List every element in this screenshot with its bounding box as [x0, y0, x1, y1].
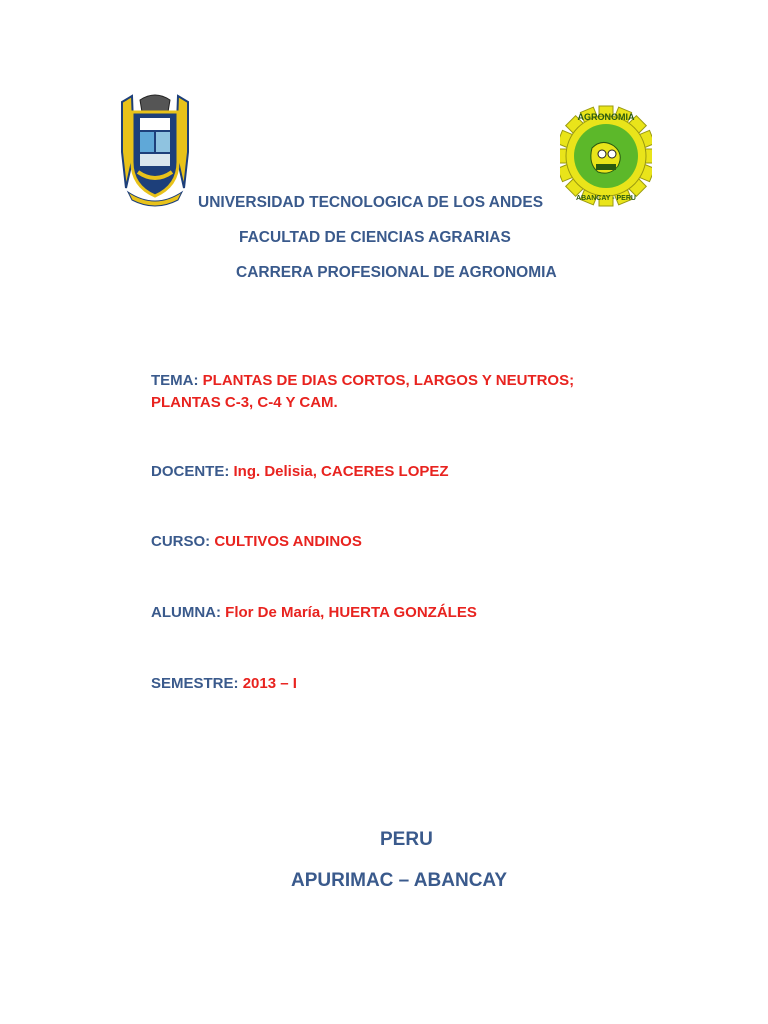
curso-label: CURSO:	[151, 533, 211, 550]
country-label: PERU	[380, 829, 433, 850]
docente-value: Ing. Delisia, CACERES LOPEZ	[233, 463, 449, 480]
semestre-label: SEMESTRE:	[151, 675, 239, 692]
tema-label: TEMA:	[151, 372, 199, 389]
alumna-field	[151, 602, 477, 624]
semestre-field	[151, 673, 297, 695]
tema-value-line2: PLANTAS C-3, C-4 Y CAM.	[151, 394, 338, 411]
docente-field	[151, 461, 449, 483]
career-name: CARRERA PROFESIONAL DE AGRONOMIA	[236, 264, 557, 281]
docente-label: DOCENTE:	[151, 463, 230, 480]
faculty-name: FACULTAD DE CIENCIAS AGRARIAS	[239, 229, 511, 246]
curso-field	[151, 531, 362, 553]
agronomia-gear-emblem-icon	[560, 100, 652, 212]
university-crest-icon	[118, 92, 192, 210]
alumna-label: ALUMNA:	[151, 604, 221, 621]
semestre-value: 2013 – I	[242, 675, 297, 692]
emblem-bottom-text: ABANCAY - PERU	[576, 195, 636, 202]
alumna-value: Flor De María, HUERTA GONZÁLES	[225, 604, 477, 621]
location-label: APURIMAC – ABANCAY	[291, 870, 508, 891]
emblem-top-text: AGRONOMIA	[577, 112, 635, 122]
university-name: UNIVERSIDAD TECNOLOGICA DE LOS ANDES	[198, 194, 544, 211]
tema-field	[151, 370, 574, 414]
curso-value: CULTIVOS ANDINOS	[214, 533, 362, 550]
tema-value-line1: PLANTAS DE DIAS CORTOS, LARGOS Y NEUTROS;	[202, 372, 575, 389]
